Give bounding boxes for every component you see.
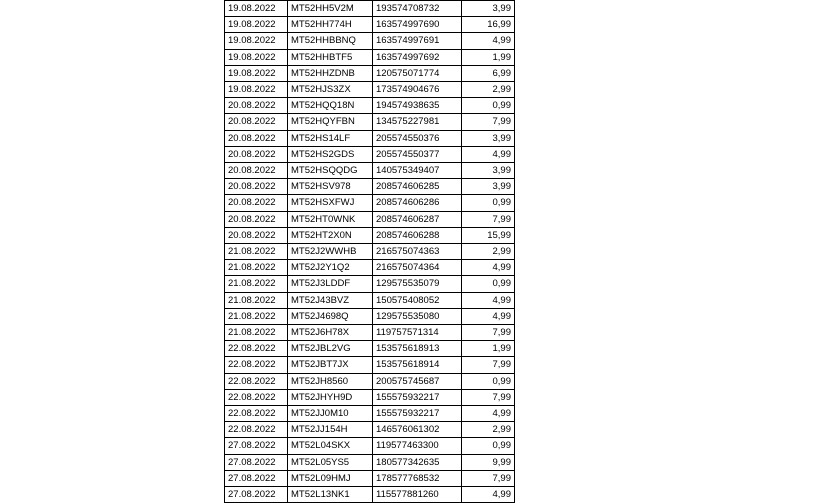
cell-amount: 7,99 bbox=[462, 357, 515, 373]
cell-number: 146576061302 bbox=[373, 422, 462, 438]
cell-reference: MT52J3LDDF bbox=[288, 276, 373, 292]
cell-reference: MT52HT2X0N bbox=[288, 227, 373, 243]
table-row bbox=[225, 98, 515, 114]
cell-number: 155575932217 bbox=[373, 406, 462, 422]
cell-number: 155575932217 bbox=[373, 389, 462, 405]
cell-number: 180577342635 bbox=[373, 454, 462, 470]
cell-date: 21.08.2022 bbox=[225, 292, 288, 308]
cell-number: 134575227981 bbox=[373, 114, 462, 130]
table-row bbox=[225, 292, 515, 308]
cell-amount: 1,99 bbox=[462, 49, 515, 65]
cell-reference: MT52HT0WNK bbox=[288, 211, 373, 227]
table-row bbox=[225, 17, 515, 33]
cell-number: 208574606287 bbox=[373, 211, 462, 227]
cell-date: 22.08.2022 bbox=[225, 422, 288, 438]
cell-reference: MT52J6H78X bbox=[288, 325, 373, 341]
cell-date: 22.08.2022 bbox=[225, 373, 288, 389]
table-row bbox=[225, 146, 515, 162]
cell-reference: MT52HHBTF5 bbox=[288, 49, 373, 65]
cell-reference: MT52HS14LF bbox=[288, 130, 373, 146]
table-row bbox=[225, 227, 515, 243]
cell-number: 140575349407 bbox=[373, 163, 462, 179]
cell-reference: MT52JBL2VG bbox=[288, 341, 373, 357]
cell-date: 22.08.2022 bbox=[225, 357, 288, 373]
cell-amount: 4,99 bbox=[462, 308, 515, 324]
table-row bbox=[225, 470, 515, 486]
cell-reference: MT52J4698Q bbox=[288, 308, 373, 324]
cell-amount: 4,99 bbox=[462, 487, 515, 503]
cell-number: 208574606285 bbox=[373, 179, 462, 195]
cell-date: 20.08.2022 bbox=[225, 98, 288, 114]
cell-number: 119577463300 bbox=[373, 438, 462, 454]
table-row bbox=[225, 454, 515, 470]
cell-reference: MT52L04SKX bbox=[288, 438, 373, 454]
cell-reference: MT52HJS3ZX bbox=[288, 82, 373, 98]
cell-number: 208574606288 bbox=[373, 227, 462, 243]
cell-amount: 0,99 bbox=[462, 98, 515, 114]
cell-number: 193574708732 bbox=[373, 1, 462, 17]
cell-number: 129575535079 bbox=[373, 276, 462, 292]
cell-reference: MT52HH774H bbox=[288, 17, 373, 33]
cell-number: 216575074364 bbox=[373, 260, 462, 276]
ledger-table bbox=[224, 0, 515, 503]
ledger-table-body bbox=[225, 1, 515, 503]
table-row bbox=[225, 308, 515, 324]
cell-date: 20.08.2022 bbox=[225, 211, 288, 227]
table-row bbox=[225, 211, 515, 227]
cell-reference: MT52JJ154H bbox=[288, 422, 373, 438]
cell-date: 19.08.2022 bbox=[225, 1, 288, 17]
cell-amount: 16,99 bbox=[462, 17, 515, 33]
cell-date: 19.08.2022 bbox=[225, 65, 288, 81]
table-row bbox=[225, 179, 515, 195]
table-row bbox=[225, 1, 515, 17]
cell-number: 194574938635 bbox=[373, 98, 462, 114]
cell-reference: MT52L13NK1 bbox=[288, 487, 373, 503]
cell-amount: 9,99 bbox=[462, 454, 515, 470]
table-row bbox=[225, 406, 515, 422]
cell-date: 20.08.2022 bbox=[225, 195, 288, 211]
cell-date: 20.08.2022 bbox=[225, 227, 288, 243]
cell-amount: 15,99 bbox=[462, 227, 515, 243]
cell-number: 115577881260 bbox=[373, 487, 462, 503]
cell-reference: MT52J2Y1Q2 bbox=[288, 260, 373, 276]
cell-date: 20.08.2022 bbox=[225, 179, 288, 195]
table-row bbox=[225, 373, 515, 389]
cell-reference: MT52JH8560 bbox=[288, 373, 373, 389]
cell-number: 150575408052 bbox=[373, 292, 462, 308]
table-row bbox=[225, 389, 515, 405]
cell-reference: MT52HHZDNB bbox=[288, 65, 373, 81]
cell-reference: MT52HHBBNQ bbox=[288, 33, 373, 49]
cell-number: 216575074363 bbox=[373, 244, 462, 260]
cell-date: 21.08.2022 bbox=[225, 325, 288, 341]
cell-date: 21.08.2022 bbox=[225, 308, 288, 324]
cell-reference: MT52HSV978 bbox=[288, 179, 373, 195]
cell-date: 27.08.2022 bbox=[225, 454, 288, 470]
cell-amount: 4,99 bbox=[462, 146, 515, 162]
cell-date: 21.08.2022 bbox=[225, 244, 288, 260]
cell-date: 22.08.2022 bbox=[225, 341, 288, 357]
cell-date: 19.08.2022 bbox=[225, 17, 288, 33]
cell-number: 129575535080 bbox=[373, 308, 462, 324]
cell-amount: 0,99 bbox=[462, 438, 515, 454]
cell-reference: MT52HQQ18N bbox=[288, 98, 373, 114]
cell-reference: MT52JJ0M10 bbox=[288, 406, 373, 422]
cell-date: 19.08.2022 bbox=[225, 49, 288, 65]
cell-reference: MT52L09HMJ bbox=[288, 470, 373, 486]
cell-number: 163574997690 bbox=[373, 17, 462, 33]
cell-date: 20.08.2022 bbox=[225, 163, 288, 179]
cell-date: 27.08.2022 bbox=[225, 470, 288, 486]
cell-amount: 7,99 bbox=[462, 211, 515, 227]
cell-amount: 7,99 bbox=[462, 389, 515, 405]
cell-reference: MT52HQYFBN bbox=[288, 114, 373, 130]
cell-date: 20.08.2022 bbox=[225, 114, 288, 130]
cell-reference: MT52J2WWHB bbox=[288, 244, 373, 260]
cell-amount: 0,99 bbox=[462, 276, 515, 292]
cell-reference: MT52L05YS5 bbox=[288, 454, 373, 470]
table-row bbox=[225, 357, 515, 373]
cell-reference: MT52HS2GDS bbox=[288, 146, 373, 162]
table-row bbox=[225, 195, 515, 211]
cell-reference: MT52HSXFWJ bbox=[288, 195, 373, 211]
cell-number: 205574550376 bbox=[373, 130, 462, 146]
cell-amount: 7,99 bbox=[462, 114, 515, 130]
cell-amount: 7,99 bbox=[462, 325, 515, 341]
table-row bbox=[225, 422, 515, 438]
cell-date: 19.08.2022 bbox=[225, 33, 288, 49]
cell-number: 205574550377 bbox=[373, 146, 462, 162]
cell-reference: MT52HSQQDG bbox=[288, 163, 373, 179]
cell-date: 27.08.2022 bbox=[225, 438, 288, 454]
cell-amount: 3,99 bbox=[462, 1, 515, 17]
table-row bbox=[225, 33, 515, 49]
cell-amount: 7,99 bbox=[462, 470, 515, 486]
table-row bbox=[225, 130, 515, 146]
cell-number: 200575745687 bbox=[373, 373, 462, 389]
cell-amount: 6,99 bbox=[462, 65, 515, 81]
table-row bbox=[225, 163, 515, 179]
cell-date: 19.08.2022 bbox=[225, 82, 288, 98]
table-row bbox=[225, 260, 515, 276]
table-row bbox=[225, 244, 515, 260]
cell-amount: 2,99 bbox=[462, 422, 515, 438]
cell-reference: MT52J43BVZ bbox=[288, 292, 373, 308]
cell-date: 21.08.2022 bbox=[225, 260, 288, 276]
cell-number: 119757571314 bbox=[373, 325, 462, 341]
cell-number: 120575071774 bbox=[373, 65, 462, 81]
cell-date: 21.08.2022 bbox=[225, 276, 288, 292]
table-row bbox=[225, 82, 515, 98]
cell-date: 22.08.2022 bbox=[225, 406, 288, 422]
cell-reference: MT52JBT7JX bbox=[288, 357, 373, 373]
cell-number: 178577768532 bbox=[373, 470, 462, 486]
cell-reference: MT52HH5V2M bbox=[288, 1, 373, 17]
cell-amount: 2,99 bbox=[462, 244, 515, 260]
cell-date: 27.08.2022 bbox=[225, 487, 288, 503]
cell-date: 20.08.2022 bbox=[225, 130, 288, 146]
cell-amount: 3,99 bbox=[462, 179, 515, 195]
table-row bbox=[225, 341, 515, 357]
cell-amount: 3,99 bbox=[462, 130, 515, 146]
cell-amount: 4,99 bbox=[462, 406, 515, 422]
cell-number: 173574904676 bbox=[373, 82, 462, 98]
cell-amount: 4,99 bbox=[462, 33, 515, 49]
table-row bbox=[225, 49, 515, 65]
cell-amount: 0,99 bbox=[462, 195, 515, 211]
cell-amount: 2,99 bbox=[462, 82, 515, 98]
cell-amount: 4,99 bbox=[462, 260, 515, 276]
cell-number: 208574606286 bbox=[373, 195, 462, 211]
table-row bbox=[225, 65, 515, 81]
table-row bbox=[225, 487, 515, 503]
cell-amount: 0,99 bbox=[462, 373, 515, 389]
cell-amount: 3,99 bbox=[462, 163, 515, 179]
cell-date: 22.08.2022 bbox=[225, 389, 288, 405]
table-row bbox=[225, 438, 515, 454]
cell-number: 153575618913 bbox=[373, 341, 462, 357]
table-row bbox=[225, 325, 515, 341]
cell-amount: 1,99 bbox=[462, 341, 515, 357]
table-row bbox=[225, 276, 515, 292]
cell-number: 163574997691 bbox=[373, 33, 462, 49]
cell-date: 20.08.2022 bbox=[225, 146, 288, 162]
cell-number: 153575618914 bbox=[373, 357, 462, 373]
ledger-table-container bbox=[224, 0, 511, 503]
cell-number: 163574997692 bbox=[373, 49, 462, 65]
cell-reference: MT52JHYH9D bbox=[288, 389, 373, 405]
table-row bbox=[225, 114, 515, 130]
cell-amount: 4,99 bbox=[462, 292, 515, 308]
